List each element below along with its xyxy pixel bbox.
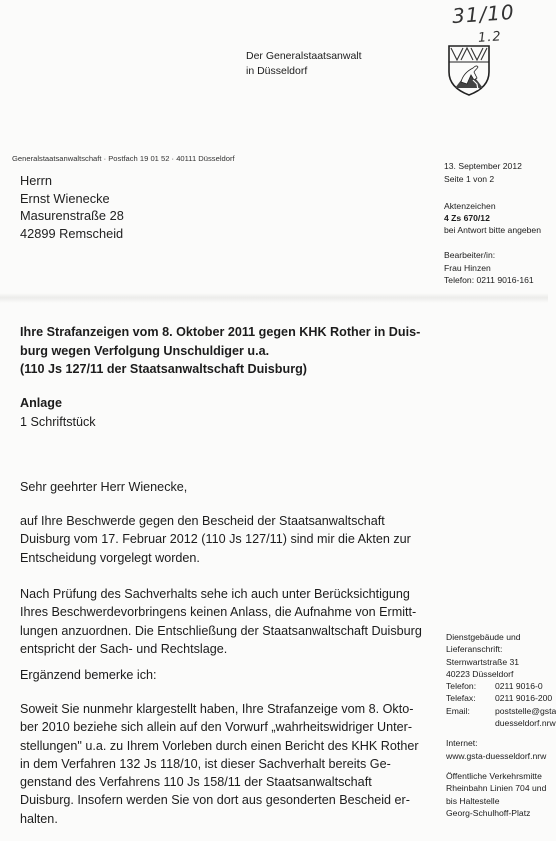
body-line: Nach Prüfung des Sachverhalts sehe ich auch unter Berücksichtigung [20,587,410,601]
body-line: auf Ihre Beschwerde gegen den Bescheid der Staatsanwaltschaft [20,514,385,528]
body-line: genstand des Verfahrens 110 Js 158/11 der Staatsanwaltschaft [20,775,372,790]
attachment-label: Anlage [20,396,62,410]
body-line: stellungen" u.a. zu Ihrem Vorleben durch einen Bericht des KHK Rother [20,738,419,753]
body-line: in dem Verfahren 132 Js 118/10, ist dieser Sachverhalt bereits Ge- [20,756,391,771]
recipient-street: Masurenstraße 28 [20,208,124,223]
handler-phone: Telefon: 0211 9016-161 [444,275,534,285]
body-line: Entscheidung vorgelegt worden. [20,550,200,565]
sidebar-street: Sternwartstraße 31 [446,656,520,667]
handler-label: Bearbeiter/in: [444,250,496,260]
scan-fold-line [0,293,548,303]
sidebar-transit: bis Haltestelle [446,795,500,806]
sidebar-fax: Telefax: 0211 9016-200 [446,693,553,704]
body-line: ber 2010 beziehe sich allein auf den Vorwurf „wahrheitswidriger Unter- [20,720,413,735]
body-line: Ihres Beschwerdevorbringens keinen Anlass, die Aufnahme von Ermitt- [20,605,417,620]
handler-block [444,249,534,287]
body-paragraph-1 [20,512,432,567]
body-line: entspricht der Sach- und Rechtslage. [20,641,228,656]
sidebar-transit: Rheinbahn Linien 704 und [446,783,547,794]
attachment-block [20,394,96,431]
sidebar-line: Dienstgebäude und [446,632,521,642]
authority-header [246,49,362,79]
subject-line-2: burg wegen Verfolgung Unschuldiger u.a. [20,343,270,358]
sidebar-internet: www.gsta-duesseldorf.nrw [446,750,547,761]
return-address-line: Generalstaatsanwaltschaft · Postfach 19 01 52 · 40111 Düsseldorf [12,154,235,163]
body-line: Duisburg. Insofern werden Sie von dort aus gesonderten Bescheid er- [20,793,410,808]
nrw-coat-of-arms-icon [447,44,491,96]
body-line: halten. [20,811,58,826]
body-paragraph-2 [20,585,432,658]
reference-label: Aktenzeichen [444,201,496,211]
body-paragraph-3: Ergänzend bemerke ich: [20,668,157,682]
attachment-text: 1 Schriftstück [20,414,96,429]
sidebar-city: 40223 Düsseldorf [446,668,514,679]
reference-block [444,200,541,236]
office-address-sidebar [446,631,556,819]
letter-salutation: Sehr geehrter Herr Wienecke, [20,480,188,494]
subject-line-3: (110 Js 127/11 der Staatsanwaltschaft Duisburg) [20,362,307,376]
recipient-salutation: Herrn [20,173,52,188]
body-paragraph-4 [20,700,432,828]
page-count: Seite 1 von 2 [444,173,495,184]
recipient-city: 42899 Remscheid [20,225,124,241]
letter-date: 13. September 2012 [444,161,522,171]
sidebar-email-cont: duesseldorf.nrw [495,718,556,729]
handwritten-note: 1.2 [477,29,503,46]
sidebar-transit: Georg-Schulhoff-Platz [446,807,531,818]
handwritten-file-number: 31/10 [451,0,516,29]
sidebar-internet-label: Internet: [446,738,478,749]
letter-date-block [444,160,522,185]
body-line: Duisburg vom 17. Februar 2012 (110 Js 127/11) sind mir die Akten zur [20,532,411,547]
reference-note: bei Antwort bitte angeben [444,225,541,235]
sidebar-transit: Öffentliche Verkehrsmitte [446,770,542,781]
sidebar-phone: Telefon: 0211 9016-0 [446,681,543,692]
authority-city: in Düsseldorf [246,65,308,77]
authority-name: Der Generalstaatsanwalt [246,50,362,62]
body-line: Soweit Sie nunmehr klargestellt haben, Ihre Strafanzeige vom 8. Okto- [20,702,414,716]
handler-name: Frau Hinzen [444,262,491,273]
subject-line-1: Ihre Strafanzeigen vom 8. Oktober 2011 gegen KHK Rother in Duis- [20,325,421,339]
recipient-name: Ernst Wienecke [20,190,110,206]
sidebar-line: Lieferanschrift: [446,644,503,655]
body-line: lungen anzuordnen. Die Entschließung der Staatsanwaltschaft Duisburg [20,623,422,638]
sidebar-email: Email: poststelle@gsta [446,705,556,716]
subject-line [20,323,430,379]
recipient-address [20,172,124,242]
reference-number: 4 Zs 670/12 [444,213,490,223]
